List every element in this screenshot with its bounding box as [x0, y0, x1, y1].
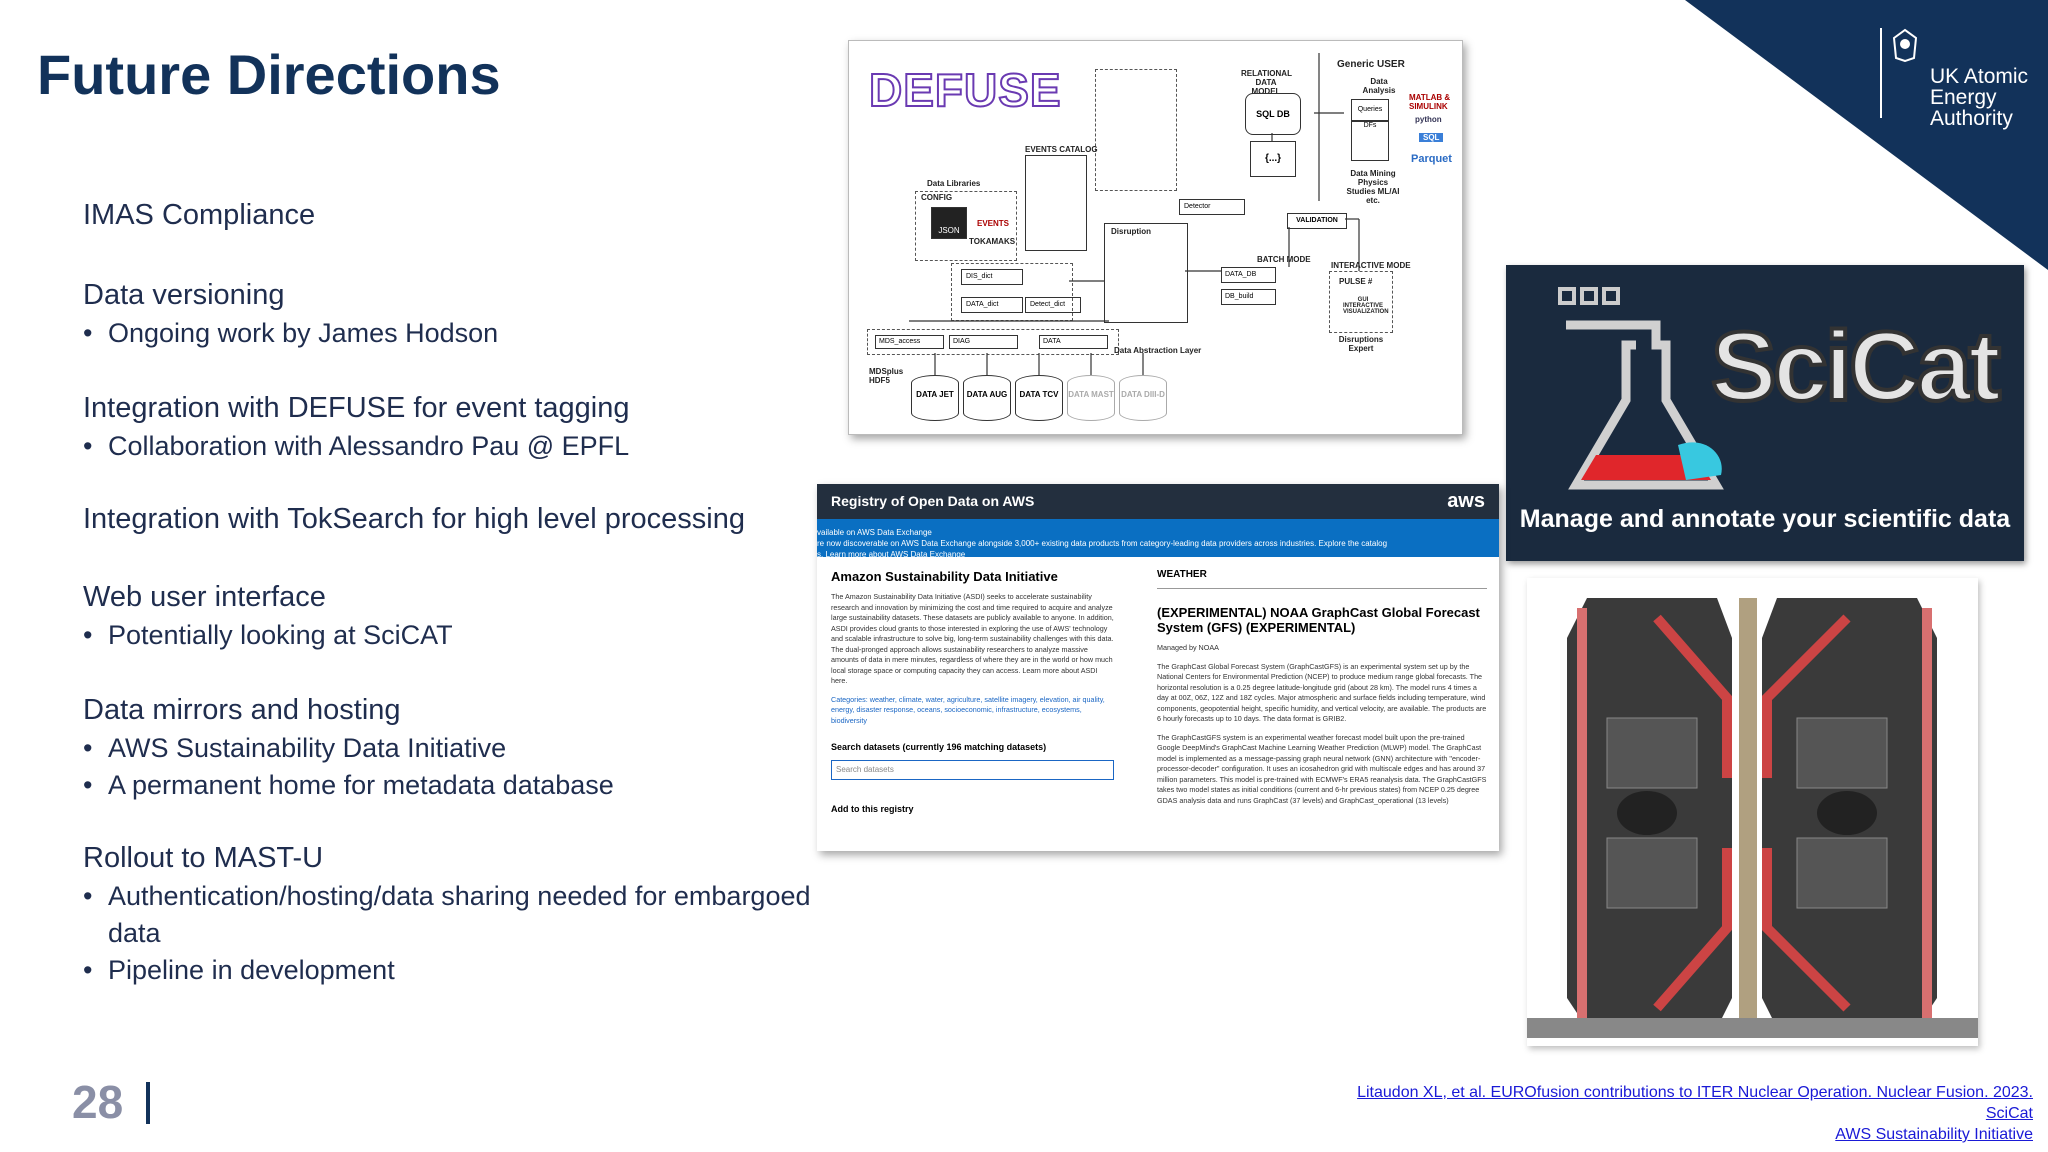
- dataset-title[interactable]: (EXPERIMENTAL) NOAA GraphCast Global Forecast System (GFS) (EXPERIMENTAL): [1157, 605, 1480, 635]
- add-registry-label: Add to this registry: [831, 804, 914, 814]
- sql-label: SQL: [1419, 133, 1443, 142]
- ukaea-logo: [1880, 28, 2030, 129]
- agenda-section: [83, 577, 863, 654]
- gui-label: GUI INTERACTIVE VISUALIZATION: [1343, 297, 1389, 315]
- mdsplus-label: MDSplus HDF5: [869, 367, 904, 385]
- sql-db-box: SQL DB: [1245, 93, 1301, 135]
- agenda-heading: IMAS Compliance: [83, 199, 316, 231]
- data-libraries-label: Data Libraries: [927, 179, 981, 188]
- brand-line-2: Energy: [1930, 86, 1997, 109]
- config-label: CONFIG: [921, 193, 953, 202]
- slide-title: Future Directions: [37, 43, 501, 106]
- agenda-section: [83, 275, 863, 352]
- agenda-heading: Data mirrors and hosting: [83, 694, 401, 726]
- data-box: DATA: [1039, 335, 1108, 349]
- agenda-heading: Integration with TokSearch for high level processing: [83, 503, 746, 535]
- aws-header: [817, 484, 1499, 519]
- aws-header-title: Registry of Open Data on AWS: [831, 493, 1035, 509]
- scicat-banner: [1506, 265, 2024, 561]
- reference-link-aws[interactable]: AWS Sustainability Initiative: [1835, 1126, 2033, 1143]
- asdi-panel: [831, 569, 1114, 822]
- disruptions-expert-label: Disruptions Expert: [1338, 335, 1384, 353]
- python-label: python: [1415, 115, 1442, 124]
- diagram-connectors: [849, 41, 1462, 434]
- page-divider: [146, 1082, 150, 1124]
- agenda-heading: Rollout to MAST-U: [83, 842, 324, 874]
- agenda-section: [83, 195, 863, 235]
- agenda-bullet: • Ongoing work by James Hodson: [83, 315, 863, 352]
- abstraction-label: Data Abstraction Layer: [1114, 346, 1202, 355]
- crest-icon: [1880, 28, 1922, 118]
- references: [1357, 1082, 2033, 1145]
- parquet-label: Parquet: [1411, 153, 1452, 165]
- agenda-section: [83, 838, 863, 989]
- data-dict-box: DATA_dict: [961, 297, 1023, 313]
- agenda-section: [83, 690, 863, 804]
- detector-box: Detector: [1179, 199, 1245, 215]
- agenda-bullet: • Potentially looking at SciCAT: [83, 617, 863, 654]
- agenda-bullet: • AWS Sustainability Data Initiative: [83, 730, 863, 767]
- json-file-box: JSON: [931, 207, 967, 239]
- scicat-wordmark: SciCat: [1711, 311, 1999, 421]
- db-cylinder: DATA DIII-D: [1119, 375, 1167, 421]
- tokamaks-label: TOKAMAKS: [969, 237, 1016, 246]
- reference-link-litaudon[interactable]: Litaudon XL, et al. EUROfusion contributions to ITER Nuclear Operation. Nuclear Fusion. 2023.: [1357, 1084, 2033, 1101]
- mds-access-box: MDS_access: [875, 335, 944, 349]
- generic-user-label: Generic USER: [1337, 59, 1405, 70]
- json-store-box: {...}: [1250, 141, 1296, 177]
- scicat-tagline: Manage and annotate your scientific data: [1519, 505, 2011, 533]
- brand-line-1: UK Atomic: [1930, 65, 2029, 88]
- tokamak-cutaway-image: [1527, 578, 1978, 1046]
- agenda-section: [83, 388, 863, 465]
- banner-line: re now discoverable on AWS Data Exchange alongside 3,000+ existing data products from category-leading data providers across industries. Explore the catalog: [817, 539, 1388, 548]
- agenda-bullet: • A permanent home for metadata database: [83, 767, 863, 804]
- events-catalog-label: EVENTS CATALOG: [1025, 145, 1098, 154]
- validation-box: VALIDATION: [1287, 213, 1347, 229]
- banner-link[interactable]: s. Learn more about AWS Data Exchange: [817, 550, 966, 559]
- asdi-body: The Amazon Sustainability Data Initiative (ASDI) seeks to accelerate sustainability research and innovation by minimizing the cost and time required to acquire and analyze large sustainability datasets. These datasets are publicly available to anyone. In addition, ASDI provides cloud grants to those interested in exploring the use of AWS' technology and scalable infrastructure to solve big, long-term sustainability challenges with this data. The dual-pronged approach allows sustainability researchers to analyze massive amounts of data in mere minutes, regardless of where they are in the world or how much local storage space or computing capacity they can access. Learn more about ASDI here.: [831, 592, 1114, 685]
- agenda-heading: Integration with DEFUSE for event tagging: [83, 392, 630, 424]
- asdi-heading: Amazon Sustainability Data Initiative: [831, 569, 1058, 584]
- brand-line-3: Authority: [1930, 107, 2013, 130]
- db-cylinder: DATA JET: [911, 375, 959, 421]
- search-label: Search datasets (currently 196 matching datasets): [831, 742, 1047, 752]
- dfs-box: DFs: [1351, 121, 1389, 161]
- db-cylinder: DATA AUG: [963, 375, 1011, 421]
- data-mining-label: Data Mining Physics Studies ML/AI etc.: [1346, 169, 1400, 205]
- agenda-bullet: • Authentication/hosting/data sharing needed for embargoed data: [83, 878, 863, 952]
- events-label: EVENTS: [977, 219, 1010, 228]
- pulse-label: PULSE #: [1339, 277, 1373, 286]
- banner-line: vailable on AWS Data Exchange: [817, 528, 932, 537]
- aws-logo: aws: [1447, 490, 1485, 512]
- agenda-bullet: • Collaboration with Alessandro Pau @ EPFL: [83, 428, 863, 465]
- relational-label: RELATIONAL DATA MODEL: [1241, 69, 1292, 96]
- agenda-heading: Data versioning: [83, 279, 285, 311]
- page-number: 28: [72, 1076, 124, 1128]
- dataset-body-2: The GraphCastGFS system is an experimental weather forecast model built upon the pre-trained Google DeepMind's GraphCast Machine Learning Weather Prediction (MLWP) model. The GraphCast model is implemented as a message-passing graph neural network (GNN) architecture with "encoder-processor-decoder" configuration. It uses an icosahedron grid with multiscale edges and has around 37 million parameters. This model is pre-trained with ECMWF's ERA5 reanalysis data. The GraphCastGFS takes two model states as initial conditions (current and 6-hr previous states) from NCEP 0.25 degree GDAS analysis data and runs GraphCast (37 levels) and GraphCast_operational (13 levels): [1157, 732, 1487, 805]
- agenda-section: [83, 499, 863, 539]
- data-db-box: DATA_DB: [1221, 267, 1276, 283]
- asdi-categories[interactable]: Categories: weather, climate, water, agriculture, satellite imagery, elevation, air quality, energy, disaster response, oceans, socioeconomic, infrastructure, ecosystems, biodiversity: [831, 694, 1105, 725]
- managed-by: Managed by NOAA: [1157, 643, 1219, 652]
- agenda-bullet: • Pipeline in development: [83, 952, 863, 989]
- defuse-logo: DEFUSE: [869, 64, 1062, 116]
- db-build-box: DB_build: [1221, 289, 1276, 305]
- aws-data-exchange-banner: [817, 519, 1499, 557]
- dis-dict-box: DIS_dict: [961, 269, 1023, 285]
- reference-link-scicat[interactable]: SciCat: [1985, 1105, 2033, 1122]
- defuse-diagram: [848, 40, 1463, 435]
- flask-icon: [1556, 285, 1726, 505]
- disruption-label: Disruption: [1111, 227, 1151, 236]
- aws-registry-screenshot: [817, 484, 1499, 851]
- graphcast-panel: [1157, 569, 1487, 814]
- diag-box: DIAG: [949, 335, 1018, 349]
- agenda-heading: Web user interface: [83, 581, 326, 613]
- matlab-label: MATLAB & SIMULINK: [1409, 93, 1451, 111]
- batch-mode-label: BATCH MODE: [1257, 255, 1311, 264]
- queries-box: Queries: [1351, 99, 1389, 121]
- divider: [1157, 588, 1487, 589]
- db-cylinder: DATA TCV: [1015, 375, 1063, 421]
- tokamak-illustration: [1527, 578, 1978, 1046]
- dataset-body-1: The GraphCast Global Forecast System (GraphCastGFS) is an experimental system set up by the National Centers for Environmental Prediction (NCEP) to produce medium range global forecasts. The horizontal resolution is a 0.25 degree latitude-longitude grid (about 28 km). The model runs 4 times a day at 00Z, 06Z, 12Z and 18Z cycles. Major atmospheric and surface fields including temperature, wind components, geopotential height, specific humidity, and vertical velocity, are available. The products are 6 hourly forecasts up to 10 days. The data format is GRIB2.: [1157, 661, 1487, 723]
- db-cylinder: DATA MAST: [1067, 375, 1115, 421]
- interactive-mode-label: INTERACTIVE MODE: [1331, 261, 1411, 270]
- detect-dict-box: Detect_dict: [1025, 297, 1081, 313]
- ukaea-name: [1930, 66, 2028, 129]
- category-label: WEATHER: [1157, 569, 1207, 580]
- agenda-list: [83, 195, 863, 989]
- search-input[interactable]: Search datasets: [831, 760, 1114, 780]
- data-analysis-label: Data Analysis: [1362, 77, 1396, 95]
